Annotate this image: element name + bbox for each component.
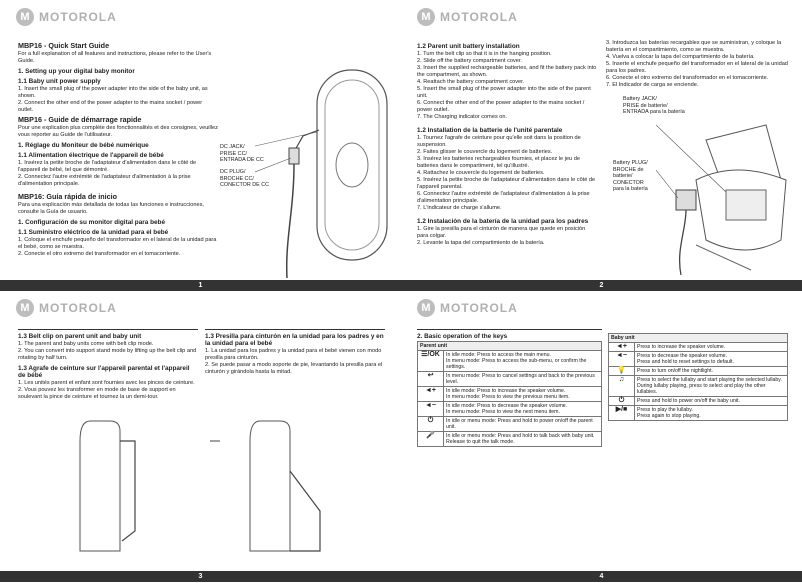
key-description: Press and hold to power on/off the baby unit. <box>635 397 788 406</box>
back-icon: ↩ <box>418 372 444 387</box>
motorola-mark-icon: M <box>417 8 435 26</box>
key-description: In menu mode: Press to cancel settings and back to the previous level. <box>444 372 602 387</box>
key-description: In idle mode: Press to access the main menu. In menu mode: Press to access the sub-menu, or confirm the settings. <box>444 351 602 372</box>
motorola-logo: M MOTOROLA <box>417 299 518 317</box>
motorola-mark-icon: M <box>16 299 34 317</box>
motorola-mark-icon: M <box>16 8 34 26</box>
page-number: 2 <box>401 280 802 291</box>
page-2 <box>401 0 802 291</box>
key-row <box>609 397 788 406</box>
title-en: MBP16 - Quick Start Guide <box>18 41 110 50</box>
page-number: 4 <box>401 571 802 582</box>
key-row <box>609 376 788 397</box>
volume-down-icon: ◄− <box>418 402 444 417</box>
page-4-right <box>608 333 788 421</box>
steps-fr: 1. Insérez la petite broche de l'adaptateur d'alimentation dans le côté de l'appareil de bébé, tel que démontré. 2. Connectez l'autre extrémité de l'adaptateur d'alimentation à la prise d'alimentation principale. <box>18 160 197 187</box>
key-description: In idle mode: Press to decrease the speaker volume. In menu mode: Press to view the next menu item. <box>444 402 602 417</box>
key-description: Press to decrease the speaker volume. Press and hold to reset settings to default. <box>635 352 788 367</box>
key-description: Press to turn on/off the nightlight. <box>635 367 788 376</box>
page-3 <box>0 291 401 582</box>
steps-en: 1. Turn the belt clip so that it is in the hanging position. 2. Slide off the battery compartment cover. 3. Insert the supplied rechargeable batteries, and fit the battery pack into the compartment, as shown. 4. Reattach the battery compartment cover. 5. Insert the small plug of the power adapter into the side of the parent unit. 6. Connect the other end of the power adapter to the mains socket / power outlet. 7. The Charging indicator comes on. <box>417 51 597 120</box>
page-4-left <box>417 329 602 447</box>
title-fr: MBP16 - Guide de démarrage rapide <box>18 115 142 124</box>
parent-unit-table: Parent unit ☰/OK In idle mode: Press to access the main menu. In menu mode: Press to access the sub-menu, or confirm the settings. ↩ In menu mode: Press to cancel settings and back to the previous level. ◄+ In idle mode: Press to increase the speaker volume. In menu mode: Press to view the previous menu item. ◄− In idle mode: Press to decrease the speaker volume. In menu mode: Press to view the next menu item. ⏻ In idle or menu mode: Press and hold to power on/off the parent unit. 🎤 In idle or menu mode: Press and hold to talk back with baby unit. Release to quit the talk mode. <box>417 341 602 447</box>
keys-heading: 2. Basic operation of the keys <box>417 333 508 340</box>
key-row <box>418 387 602 402</box>
key-row <box>609 406 788 421</box>
volume-down-icon: ◄− <box>609 352 635 367</box>
dc-plug-label: DC PLUG/ BROCHE CC/ CONECTOR DE CC <box>220 169 270 188</box>
key-row <box>609 352 788 367</box>
key-description: In idle or menu mode: Press and hold to power on/off the parent unit. <box>444 417 602 432</box>
volume-up-icon: ◄+ <box>609 343 635 352</box>
power-icon: ⏻ <box>609 397 635 406</box>
key-row <box>418 402 602 417</box>
key-description: Press to select the lullaby and start playing the selected lullaby. During lullaby playing, press to select and play the other lullabies. <box>635 376 788 397</box>
page-2-right-text: 3. Introduzca las baterías recargables que se suministran, y coloque la batería en el compartimiento, como se muestra. 4. Vuelva a colocar la tapa del compartimiento de la batería. 5. Inserte el enchufe pequeño del transformador en el lateral de la unidad para los padres. 6. Conecte el otro extremo del transformador en el tomacorriente. 7. El Indicador de carga se enciende. <box>606 40 788 88</box>
page-3-left-text: 1.3 Belt clip on parent unit and baby unit 1. The parent and baby units come with belt clip mode. 2. You can convert into support stand mode by lifting up the belt clip and rotating by half turn. 1.3 Agrafe de ceinture sur l'appareil parental et l'appareil de bébé 1. Les unités parent et enfant sont fournies avec les pinces de ceinture. 2. Vous pouvez les transformer en mode de base de support en soulevant la pince de ceinture et tournez la un demi-tour. <box>18 329 198 401</box>
key-row <box>418 432 602 447</box>
menu-ok-icon: ☰/OK <box>418 351 444 372</box>
motorola-mark-icon: M <box>417 299 435 317</box>
page-1-text: MBP16 - Quick Start Guide For a full explanation of all features and instructions, please refer to the User's Guide. 1. Setting up your digital baby monitor 1.1 Baby unit power supply 1. Insert the small plug of the power adapter into the side of the baby unit, as shown. 2. Connect the other end of the power adapter to the mains socket / power outlet. MBP16 - Guide de démarrage rapide Pour une explication plus complète des fonctionnalités et des consignes, veuillez vous reporter au Guide de l'utilisateur. 1. Réglage du Moniteur de bébé numérique 1.1 Alimentation électrique de l'appareil de bébé 1. Insérez la petite broche de l'adaptateur d'alimentation dans le côté de l'appareil de bébé, tel que démontré. 2. Connectez l'autre extrémité de l'adaptateur d'alimentation à la prise d'alimentation principale. MBP16: Guía rápida de inicio Para una explicación más detallada de todas las funciones e instrucciones, consulte la Guía de usuario. 1. Configuración de su monitor digital para bebé 1.1 Suministro eléctrico de la unidad para el bebé 1. Coloque el enchufe pequeño del transformador en el lateral de la unidad para el bebé, como se muestra. 2. Conecte el otro extremo del transformador en el tomacorriente. <box>18 41 218 257</box>
key-description: Press to play the lullaby. Press again to stop playing. <box>635 406 788 421</box>
steps-es: 1. La unidad para los padres y la unidad para el bebé vienen con modo presilla para cinturón. 2. Se puede pasar a modo soporte de pie, levantando la presilla para el cinturón y girándola hasta la mitad. <box>205 348 383 375</box>
page-4 <box>401 291 802 582</box>
talk-icon: 🎤 <box>418 432 444 447</box>
key-description: Press to increase the speaker volume. <box>635 343 788 352</box>
parent-unit-illustration <box>656 120 796 280</box>
key-row <box>609 343 788 352</box>
power-icon: ⏻ <box>418 417 444 432</box>
baby-unit-illustration <box>255 40 395 280</box>
key-row <box>418 351 602 372</box>
lullaby-icon: ♫ <box>609 376 635 397</box>
steps-es-a: 1. Gire la presilla para el cinturón de manera que quede en posición para colgar. 2. Levante la tapa del compartimiento de la batería. <box>417 226 586 246</box>
dc-jack-label: DC JACK/ PRISE CC/ ENTRADA DE CC <box>220 144 264 163</box>
belt-clip-illustration <box>60 411 360 561</box>
steps-fr: 1. Tournez l'agrafe de ceinture pour qu'elle soit dans la position de suspension. 2. Faites glisser le couvercle du logement de batteries. 3. Insérez les batteries rechargeables fournies, et placez le jeu de batteries dans le compartiment, tel qu'illustré. 4. Rattachez le couvercle du logement de batteries. 5. Insérez la petite broche de l'adaptateur d'alimentation dans le côté de l'appareil parental. 6. Connectez l'autre extrémité de l'adaptateur d'alimentation à la prise d'alimentation principale. 7. L'indicateur de charge s'allume. <box>417 135 596 211</box>
baby-unit-table: Baby unit ◄+ Press to increase the speaker volume. ◄− Press to decrease the speaker volume. Press and hold to reset settings to default. 💡 Press to turn on/off the nightlight. ♫ Press to select the lullaby and start playing the selected lullaby. During lullaby playing, press to select and play the other lullabies. ⏻ Press and hold to power on/off the baby unit. ▶/■ Press to play the lullaby. Press again to stop playing. <box>608 333 788 421</box>
steps-es: 1. Coloque el enchufe pequeño del transformador en el lateral de la unidad para el bebé, como se muestra. 2. Conecte el otro extremo del transformador en el tomacorriente. <box>18 237 217 257</box>
motorola-logo: M MOTOROLA <box>16 299 117 317</box>
battery-jack-label: Battery JACK/ PRISE de batterie/ ENTRADA para la batería <box>623 96 685 115</box>
volume-up-icon: ◄+ <box>418 387 444 402</box>
steps-fr: 1. Les unités parent et enfant sont fournies avec les pinces de ceinture. 2. Vous pouvez les transformer en mode de base de support en soulevant la pince de ceinture et tournez la un demi-tour. <box>18 380 195 400</box>
steps-en: 1. The parent and baby units come with belt clip mode. 2. You can convert into support stand mode by lifting up the belt clip and rotating by half turn. <box>18 341 197 361</box>
key-description: In idle mode: Press to increase the speaker volume. In menu mode: Press to view the previous menu item. <box>444 387 602 402</box>
title-es: MBP16: Guía rápida de inicio <box>18 192 118 201</box>
battery-plug-label: Battery PLUG/ BROCHE de batterie/ CONECTOR para la batería <box>613 160 648 192</box>
page-number: 1 <box>0 280 401 291</box>
key-description: In idle or menu mode: Press and hold to talk back with baby unit. Release to quit the talk mode. <box>444 432 602 447</box>
key-row <box>609 367 788 376</box>
nightlight-icon: 💡 <box>609 367 635 376</box>
page-3-right-text: 1.3 Presilla para cinturón en la unidad para los padres y en la unidad para el bebé 1. La unidad para los padres y la unidad para el bebé vienen con modo presilla para cinturón. 2. Se puede pasar a modo soporte de pie, levantando la presilla para el cinturón y girándola hasta la mitad. <box>205 329 385 376</box>
page-number: 3 <box>0 571 401 582</box>
key-row <box>418 417 602 432</box>
page-2-left-text: 1.2 Parent unit battery installation 1. Turn the belt clip so that it is in the hanging position. 2. Slide off the battery compartment cover. 3. Insert the supplied rechargeable batteries, and fit the battery pack into the compartment, as shown. 4. Reattach the battery compartment cover. 5. Insert the small plug of the power adapter into the side of the parent unit. 6. Connect the other end of the power adapter to the mains socket / power outlet. 7. The Charging indicator comes on. 1.2 Installation de la batterie de l'unité parentale 1. Tournez l'agrafe de ceinture pour qu'elle soit dans la position de suspension. 2. Faites glisser le couvercle du logement de batteries. 3. Insérez les batteries rechargeables fournies, et placez le jeu de batteries dans le compartiment, tel qu'illustré. 4. Rattachez le couvercle du logement de batteries. 5. Insérez la petite broche de l'adaptateur d'alimentation dans le côté de l'appareil parental. 6. Connectez l'autre extrémité de l'adaptateur d'alimentation à la prise d'alimentation principale. 7. L'indicateur de charge s'allume. 1.2 Instalación de la batería de la unidad para los padres 1. Gire la presilla para el cinturón de manera que quede en posición para colgar. 2. Levante la tapa del compartimiento de la batería. <box>417 43 597 246</box>
play-stop-icon: ▶/■ <box>609 406 635 421</box>
motorola-logo: M MOTOROLA <box>16 8 117 26</box>
key-row <box>418 372 602 387</box>
page-1 <box>0 0 401 291</box>
steps-en: 1. Insert the small plug of the power adapter into the side of the baby unit, as shown. 2. Connect the other end of the power adapter to the mains socket / power outlet. <box>18 86 208 113</box>
motorola-logo: M MOTOROLA <box>417 8 518 26</box>
